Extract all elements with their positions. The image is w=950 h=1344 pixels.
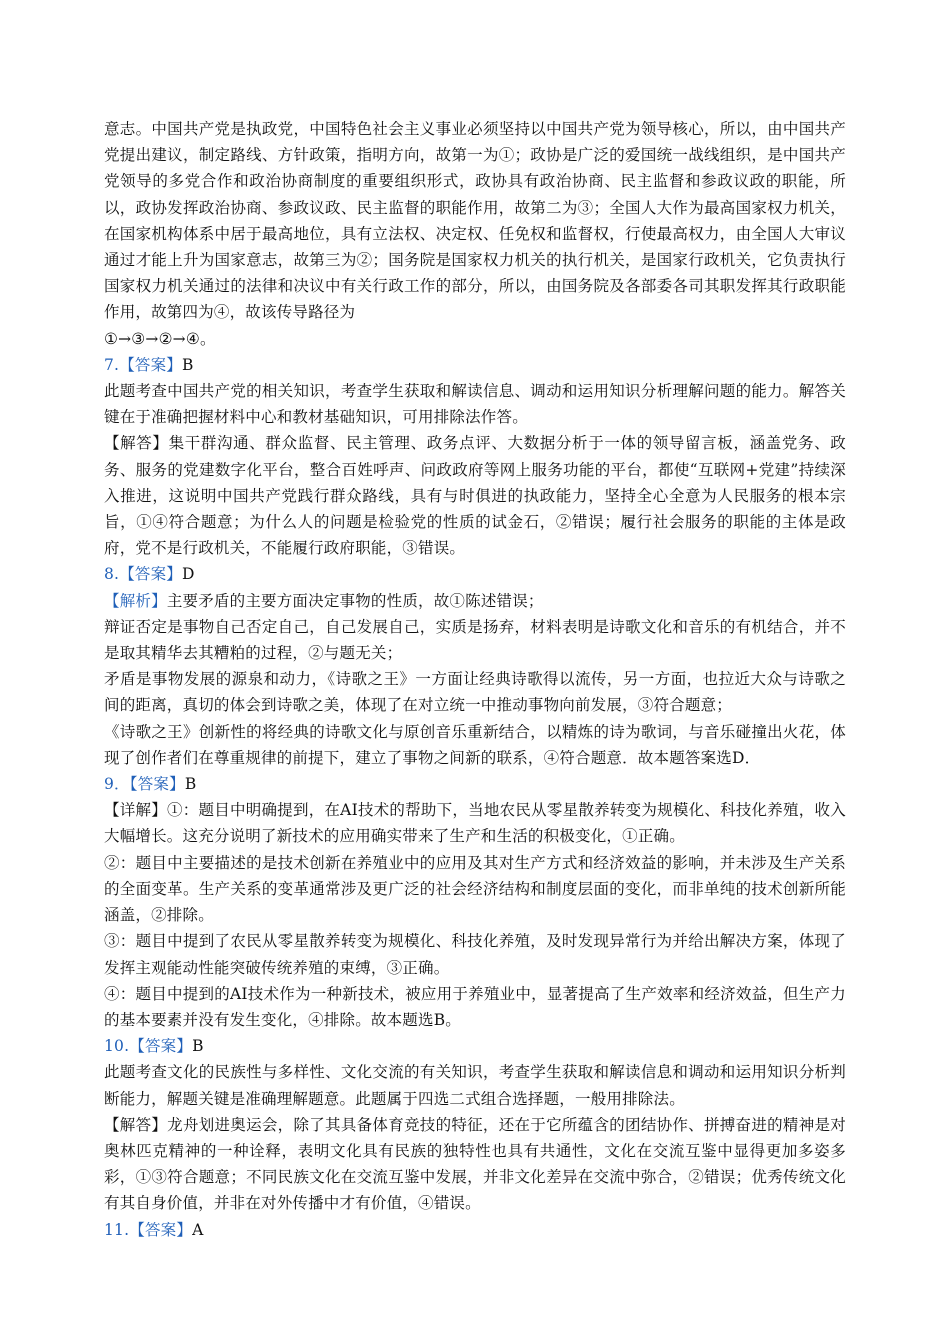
q10-solution-text: 龙舟划进奥运会，除了其具备体育竞技的特征，还在于它所蕴含的团结协作、拼搏奋进的精神是对奥林匹克精神的一种诠释，表明文化具有民族的独特性也具有共通性，文化在交流互鉴中显得更加多姿多彩，①③符合题意；不同民族文化在交流互鉴中发展，并非文化差异在交流中弥合，②错误；优秀传统文化有其自身价值，并非在对外传播中才有价值，④错误。 xyxy=(104,1115,846,1213)
q9-line-3: ③：题目中提到了农民从零星散养转变为规模化、科技化养殖，及时发现异常行为并给出解决方案，体现了发挥主观能动性能突破传统养殖的束缚，③正确。 xyxy=(104,932,846,977)
q9-line-4: ④：题目中提到的AI技术作为一种新技术，被应用于养殖业中，显著提高了生产效率和经济效益，但生产力的基本要素并没有发生变化，④排除。故本题选B。 xyxy=(104,984,846,1029)
q9-answer-label: 9．【答案】 xyxy=(104,775,185,794)
q7-solution-text: 集干群沟通、群众监督、民主管理、政务点评、大数据分析于一体的领导留言板，涵盖党务、政务、服务的党建数字化平台，整合百姓呼声、问政政府等网上服务功能的平台，都使“互联网+党建”持续深入推进，这说明中国共产党践行群众路线，具有与时俱进的执政能力，坚持全心全意为人民服务的根本宗旨，①④符合题意；为什么人的问题是检验党的性质的试金石，②错误；履行社会服务的职能的主体是政府，党不是行政机关，不能履行政府职能，③错误。 xyxy=(104,434,846,558)
q7-solution-label: 【解答】 xyxy=(104,434,169,453)
q10-answer-value: B xyxy=(192,1037,204,1056)
q11-answer xyxy=(104,1217,846,1243)
q10-answer-label: 10.【答案】 xyxy=(104,1037,193,1056)
q8-answer-label: 8.【答案】 xyxy=(104,565,182,584)
q8-line-1 xyxy=(104,588,846,614)
q7-solution xyxy=(104,430,846,561)
q7-answer xyxy=(104,352,846,378)
answer-content xyxy=(104,116,846,1243)
q8-answer xyxy=(104,561,846,587)
q9-line-2: ②：题目中主要描述的是技术创新在养殖业中的应用及其对生产方式和经济效益的影响，并未涉及生产关系的全面变革。生产关系的变革通常涉及更广泛的社会经济结构和制度层面的变化，而非单纯的技术创新所能涵盖，②排除。 xyxy=(104,853,846,925)
q10-answer xyxy=(104,1033,846,1059)
q9-line-1-text: ①：题目中明确提到，在AI技术的帮助下，当地农民从零星散养转变为规模化、科技化养殖，收入大幅增长。这充分说明了新技术的应用确实带来了生产和生活的积极变化，①正确。 xyxy=(104,801,846,846)
q11-answer-value: A xyxy=(192,1220,204,1239)
q8-line-4: 《诗歌之王》创新性的将经典的诗歌文化与原创音乐重新结合，以精炼的诗为歌词，与音乐碰撞出火花，体现了创作者们在尊重规律的前提下，建立了事物之间新的联系，④符合题意．故本题答案选D． xyxy=(104,722,846,767)
q6-explanation: 意志。中国共产党是执政党，中国特色社会主义事业必须坚持以中国共产党为领导核心，所以，由中国共产党提出建议，制定路线、方针政策，指明方向，故第一为①；政协是广泛的爱国统一战线组织，是中国共产党领导的多党合作和政治协商制度的重要组织形式，政协具有政治协商、民主监督和参政议政的职能，所以，政协发挥政治协商、参政议政、民主监督的职能作用，故第二为③；全国人大作为最高国家权力机关，在国家机构体系中居于最高地位，具有立法权、决定权、任免权和监督权，行使最高权力，由全国人大审议通过才能上升为国家意志，故第三为②；国务院是国家权力机关的执行机关，是国家行政机关，它负责执行国家权力机关通过的法律和决议中有关行政工作的部分，所以，由国务院及各部委各司其职发挥其行政职能作用，故第四为④，故该传导路径为 xyxy=(104,120,846,322)
q10-solution xyxy=(104,1112,846,1217)
q7-analysis: 此题考查中国共产党的相关知识，考查学生获取和解读信息、调动和运用知识分析理解问题的能力。解答关键在于准确把握材料中心和教材基础知识，可用排除法作答。 xyxy=(104,382,846,427)
q10-solution-label: 【解答】 xyxy=(104,1115,168,1134)
q8-analysis-label: 【解析】 xyxy=(104,591,167,610)
q9-answer xyxy=(104,771,846,797)
q9-detail-label: 【详解】 xyxy=(104,801,167,820)
q7-answer-value: B xyxy=(182,355,194,374)
q7-answer-label: 7.【答案】 xyxy=(104,355,182,374)
q11-answer-label: 11.【答案】 xyxy=(104,1220,193,1239)
q6-order: ①→③→②→④。 xyxy=(104,329,216,348)
q9-answer-value: B xyxy=(184,775,197,794)
q8-line-2: 辩证否定是事物自己否定自己，自己发展自己，实质是扬弃，材料表明是诗歌文化和音乐的有机结合，并不是取其精华去其糟粕的过程，②与题无关； xyxy=(104,617,846,663)
q9-line-1 xyxy=(104,797,846,849)
q10-analysis: 此题考查文化的民族性与多样性、文化交流的有关知识，考查学生获取和解读信息和调动和运用知识分析判断能力，解题关键是准确理解题意。此题属于四选二式组合选择题，一般用排除法。 xyxy=(104,1063,846,1108)
q8-line-3: 矛盾是事物发展的源泉和动力，《诗歌之王》一方面让经典诗歌得以流传，另一方面，也拉近大众与诗歌之间的距离，真切的体会到诗歌之美，体现了在对立统一中推动事物向前发展，③符合题意； xyxy=(104,670,846,715)
q8-answer-value: D xyxy=(182,565,195,584)
q8-line-1-text: 主要矛盾的主要方面决定事物的性质，故①陈述错误； xyxy=(166,591,544,610)
